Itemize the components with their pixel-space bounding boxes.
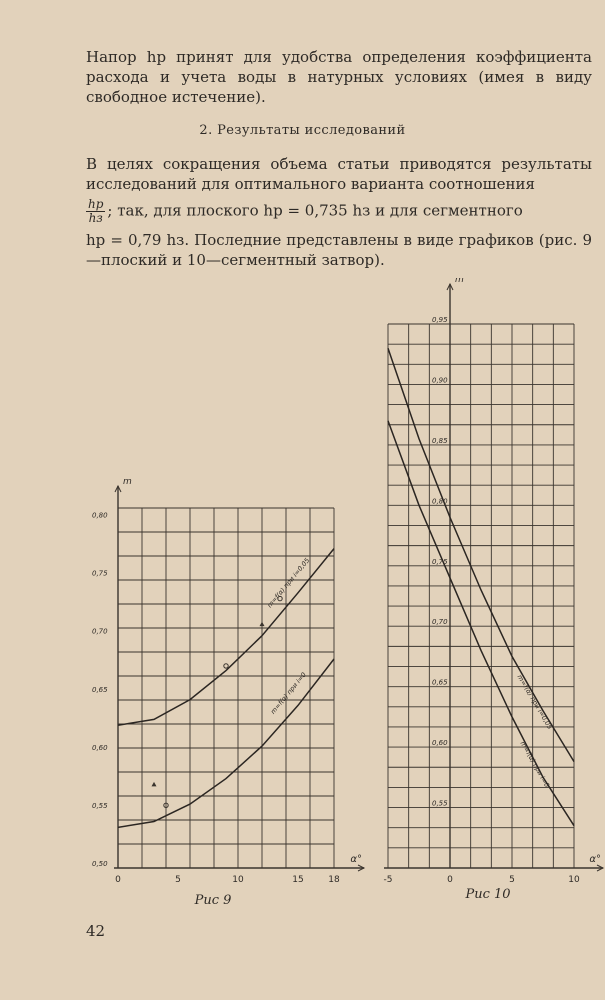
x-tick-label: 15 — [292, 875, 304, 885]
x-tick-label: -5 — [383, 875, 393, 885]
y-tick-label: 0,85 — [432, 436, 448, 445]
x-axis-label: α° — [589, 854, 601, 865]
x-tick-label: 5 — [175, 875, 181, 885]
paragraph-figures: hр = 0,79 hз. Последние представлены в виде графиков (рис. 9—плоский и 10—сегментный затвор). — [86, 231, 592, 269]
series-line-2 — [388, 421, 574, 826]
series-label-2: m=f(α) при i=0 — [518, 739, 551, 789]
figure-caption: Рис 9 — [194, 893, 232, 908]
figure-10-chart — [360, 278, 605, 918]
figure-caption: Рис 10 — [465, 887, 511, 902]
x-tick-label: 5 — [509, 875, 515, 885]
y-tick-label: 0,80 — [92, 511, 108, 520]
formula-line — [86, 198, 592, 225]
y-tick-label: 0,90 — [432, 376, 448, 385]
page-number: 42 — [86, 922, 106, 940]
y-tick-label: 0,70 — [92, 627, 108, 636]
x-axis-label: α° — [350, 854, 362, 865]
ratio-fraction — [86, 198, 105, 225]
y-tick-label: 0,70 — [432, 618, 448, 627]
paragraph-results: В целях сокращения объема статьи приводятся результаты исследований для оптимального варианта соотношения — [86, 155, 592, 193]
data-point-triangle — [152, 782, 157, 787]
figure-9-chart — [78, 476, 368, 916]
y-tick-label: 0,50 — [92, 860, 108, 868]
paragraph-intro: Напор hр принят для удобства определения коэффициента расхода и учета воды в натурных условиях (имея в виду свободное истечение). — [86, 48, 592, 106]
y-tick-label: 0,65 — [92, 685, 108, 694]
section-heading: 2. Результаты исследований — [199, 123, 406, 138]
y-tick-label: 0,55 — [92, 801, 108, 810]
x-tick-label: 0 — [447, 875, 453, 885]
x-tick-label: 0 — [115, 875, 121, 885]
y-tick-label: 0,75 — [432, 557, 448, 566]
series-label-2: m=f(α) при i=0 — [268, 670, 308, 716]
series-line-1 — [118, 549, 334, 726]
series-label-1: m=f(α) при i=0,05 — [515, 673, 554, 731]
y-tick-label: 0,80 — [432, 497, 448, 506]
data-point-circle — [224, 664, 228, 668]
y-tick-label: 0,65 — [432, 678, 448, 687]
x-tick-label: 10 — [232, 875, 244, 885]
y-tick-label: 0,60 — [432, 739, 448, 748]
series-line-2 — [118, 659, 334, 827]
x-tick-label: 10 — [568, 875, 580, 885]
x-tick-label: 18 — [328, 875, 340, 885]
series-line-1 — [388, 348, 574, 761]
series-label-1: m=f(α) при i=0,05 — [265, 556, 312, 610]
y-tick-label: 0,95 — [432, 316, 448, 324]
y-tick-label: 0,60 — [92, 743, 108, 752]
y-axis-label: m — [455, 278, 464, 285]
y-axis-label: m — [123, 477, 132, 487]
data-point-triangle — [260, 622, 265, 627]
formula-text: ; так, для плоского hр = 0,735 hз и для сегментного — [107, 201, 523, 220]
fraction-denominator: hз — [88, 211, 103, 225]
y-tick-label: 0,55 — [432, 799, 448, 808]
y-tick-label: 0,75 — [92, 569, 108, 578]
fraction-numerator: hр — [88, 197, 104, 211]
